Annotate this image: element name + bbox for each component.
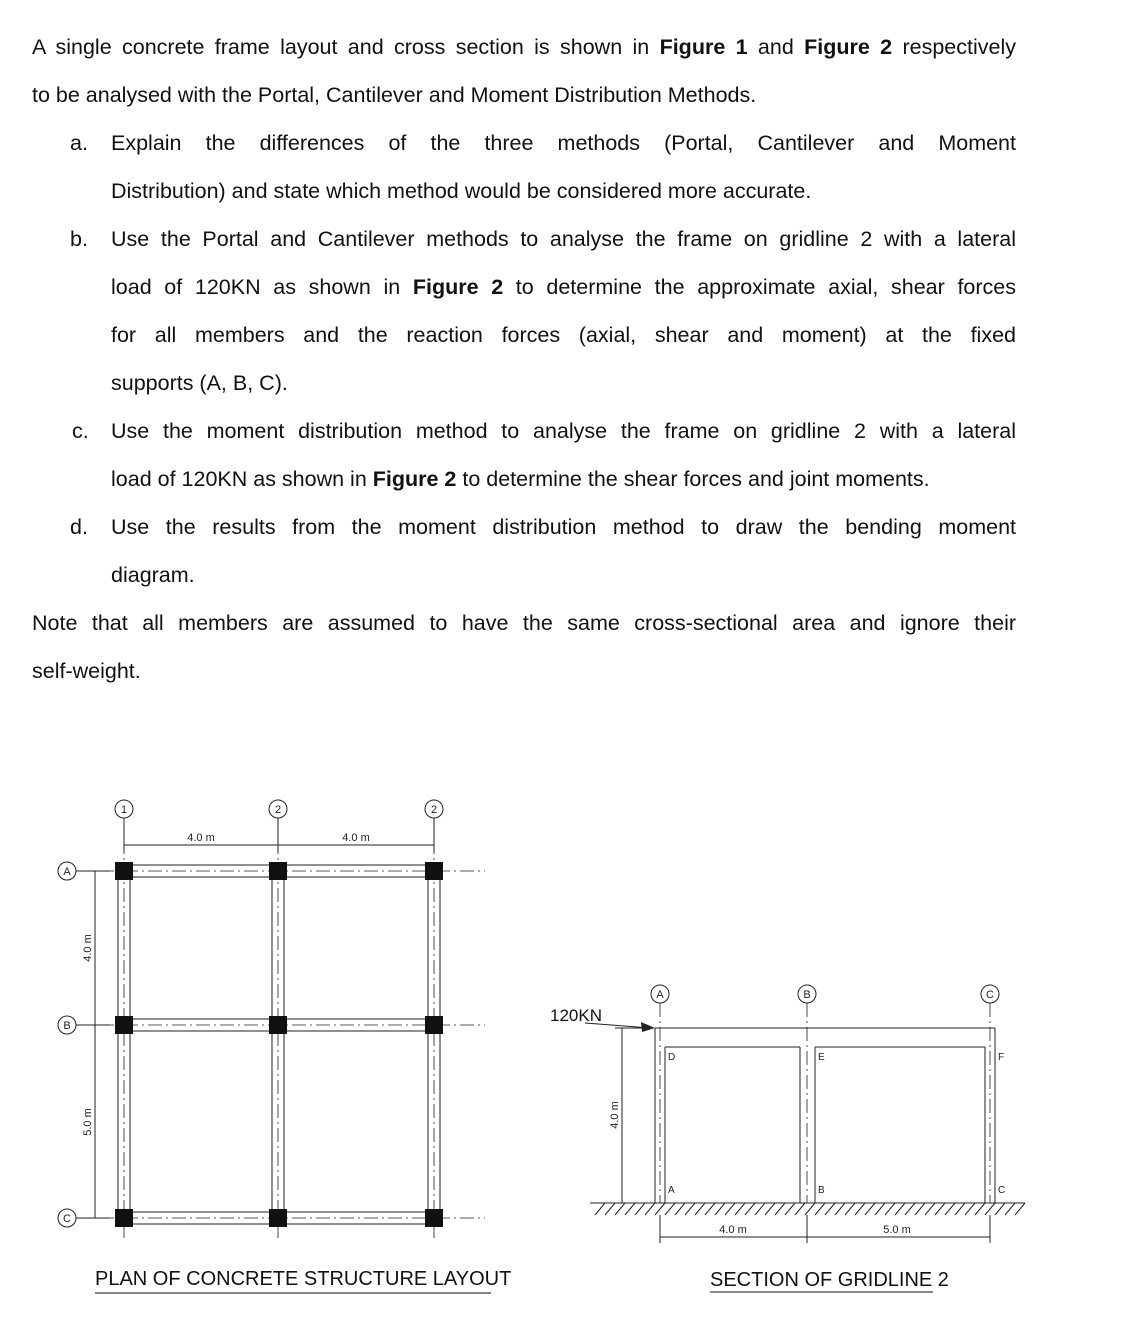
intro-and: and bbox=[747, 35, 805, 59]
item-a-line-1: Explain the differences of the three methods (Portal, Cantilever and Moment bbox=[111, 131, 1016, 155]
section-columns bbox=[655, 1028, 995, 1203]
item-b-figure-ref: Figure 2 bbox=[412, 275, 504, 299]
joint-d: D bbox=[668, 1052, 676, 1063]
item-d-line-1: Use the results from the moment distribution method to draw the bending moment bbox=[111, 515, 1016, 539]
note-line-1: Note that all members are assumed to have the same cross-sectional area and ignore their bbox=[32, 611, 1016, 635]
section-gridlines bbox=[660, 1003, 990, 1203]
item-b-line-2b: to determine the approximate axial, shear forces bbox=[503, 275, 1016, 299]
plan-beams-horizontal bbox=[125, 865, 435, 1224]
intro-line-1 bbox=[32, 23, 1016, 71]
plan-dim-left-1: 4.0 m bbox=[82, 934, 94, 962]
section-dim-spans bbox=[660, 1215, 990, 1243]
plan-grid-label-left-b: B bbox=[63, 1020, 71, 1032]
figure-2-ref: Figure 2 bbox=[804, 35, 893, 59]
load-arrow-head bbox=[641, 1022, 655, 1032]
support-b: B bbox=[818, 1185, 825, 1196]
ground-hatch bbox=[590, 1203, 1025, 1215]
item-b-letter: b. bbox=[70, 227, 88, 251]
item-c-letter: c. bbox=[72, 419, 89, 443]
section-figure bbox=[545, 975, 1045, 1315]
intro-text-a: A single concrete frame layout and cross section is shown in bbox=[32, 35, 660, 59]
plan-gridlines bbox=[100, 840, 485, 1240]
intro-line-2: to be analysed with the Portal, Cantilever and Moment Distribution Methods. bbox=[32, 83, 757, 107]
joint-f: F bbox=[998, 1052, 1005, 1063]
plan-dim-top-2: 4.0 m bbox=[342, 832, 370, 844]
plan-beams-vertical bbox=[118, 871, 440, 1218]
item-d-letter: d. bbox=[70, 515, 88, 539]
plan-grid-label-top-1: 1 bbox=[120, 804, 128, 816]
plan-columns bbox=[115, 862, 443, 1227]
plan-figure bbox=[0, 790, 520, 1330]
plan-caption: PLAN OF CONCRETE STRUCTURE LAYOUT bbox=[95, 1268, 512, 1290]
item-b-line-2a: load of 120KN as shown in bbox=[111, 275, 413, 299]
support-a: A bbox=[668, 1185, 675, 1196]
load-label: 120KN bbox=[550, 1006, 602, 1025]
section-grid-label-a: A bbox=[656, 989, 664, 1001]
plan-grid-label-left-a: A bbox=[63, 866, 71, 878]
item-c-line-2b: to determine the shear forces and joint moments. bbox=[456, 467, 930, 491]
support-c: C bbox=[998, 1185, 1006, 1196]
item-d-line-2: diagram. bbox=[111, 563, 195, 587]
section-grid-label-b: B bbox=[803, 989, 811, 1001]
item-c-line-1: Use the moment distribution method to analyse the frame on gridline 2 with a lateral bbox=[111, 419, 1016, 443]
item-a-letter: a. bbox=[70, 131, 88, 155]
item-b-line-2 bbox=[111, 263, 1016, 311]
figure-1-ref: Figure 1 bbox=[659, 35, 748, 59]
item-b-line-1: Use the Portal and Cantilever methods to analyse the frame on gridline 2 with a lateral bbox=[111, 227, 1016, 251]
section-caption: SECTION OF GRIDLINE 2 bbox=[710, 1269, 949, 1291]
plan-dim-left-2: 5.0 m bbox=[82, 1108, 94, 1136]
item-c-line-2a: load of 120KN as shown in bbox=[111, 467, 373, 491]
note-line-2: self-weight. bbox=[32, 659, 141, 683]
joint-e: E bbox=[818, 1052, 825, 1063]
item-b-line-4: supports (A, B, C). bbox=[111, 371, 288, 395]
section-span-1: 4.0 m bbox=[719, 1224, 747, 1236]
plan-grid-label-left-c: C bbox=[63, 1213, 71, 1225]
item-c-figure-ref: Figure 2 bbox=[372, 467, 457, 491]
item-a-line-2: Distribution) and state which method would be considered more accurate. bbox=[111, 179, 812, 203]
plan-grid-label-top-3: 2 bbox=[430, 804, 438, 816]
plan-grid-label-top-2: 2 bbox=[274, 804, 282, 816]
plan-dim-left bbox=[88, 871, 110, 1218]
item-c-line-2 bbox=[111, 455, 930, 503]
intro-text-b: respectively bbox=[892, 35, 1016, 59]
plan-dim-top-1: 4.0 m bbox=[187, 832, 215, 844]
item-b-line-3: for all members and the reaction forces (axial, shear and moment) at the fixed bbox=[111, 323, 1016, 347]
section-beams bbox=[655, 1028, 995, 1047]
section-height-label: 4.0 m bbox=[609, 1101, 621, 1129]
plan-dim-top bbox=[124, 838, 434, 852]
section-span-2: 5.0 m bbox=[883, 1224, 911, 1236]
section-grid-label-c: C bbox=[986, 989, 994, 1001]
